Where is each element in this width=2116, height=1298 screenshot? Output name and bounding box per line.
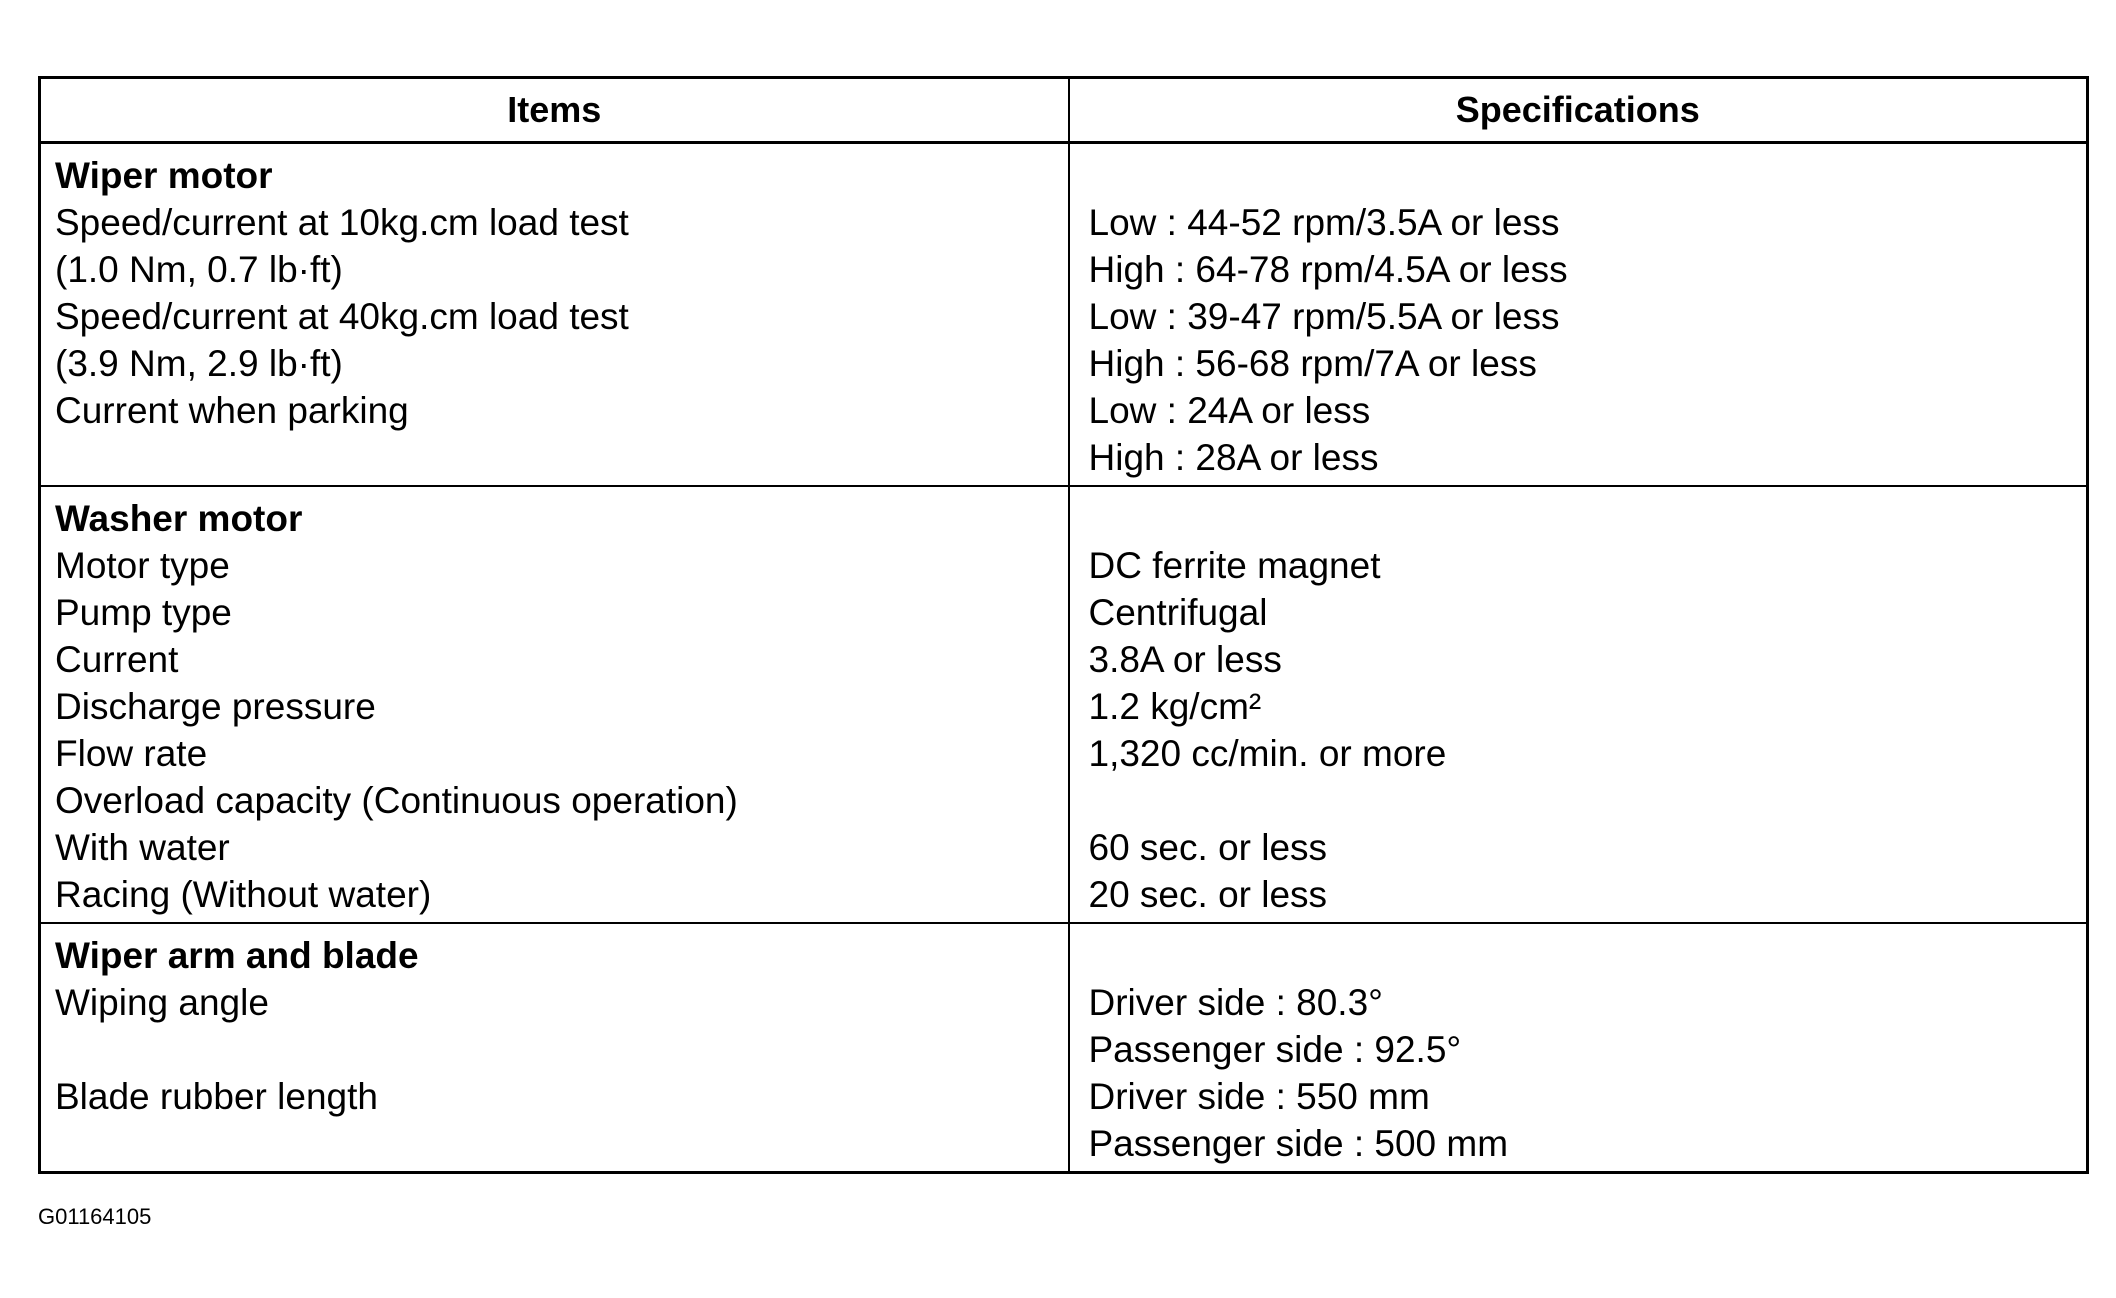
- spec-value: 1.2 kg/cm²: [1088, 686, 1262, 727]
- section-title: Wiper motor: [55, 155, 273, 196]
- item-label: Discharge pressure: [55, 686, 376, 727]
- figure-code: G01164105: [38, 1204, 152, 1229]
- spec-value: 20 sec. or less: [1088, 874, 1328, 915]
- specs-cell: [1069, 486, 2088, 923]
- spec-value: Low : 44-52 rpm/3.5A or less: [1088, 202, 1560, 243]
- header-row: [40, 78, 2088, 143]
- specs-cell: [1069, 923, 2088, 1173]
- section-title: Wiper arm and blade: [55, 935, 419, 976]
- item-label: Current: [55, 639, 179, 680]
- item-label: Blade rubber length: [55, 1076, 378, 1117]
- item-label: Wiping angle: [55, 982, 269, 1023]
- item-label: With water: [55, 827, 230, 868]
- spec-value: 3.8A or less: [1088, 639, 1282, 680]
- spec-value: High : 56-68 rpm/7A or less: [1088, 343, 1537, 384]
- table-row-wiper-motor: [40, 143, 2088, 487]
- item-label: Speed/current at 10kg.cm load test: [55, 202, 629, 243]
- section-title: Washer motor: [55, 498, 303, 539]
- spec-value: [1089, 495, 2087, 542]
- item-label: [55, 1026, 1068, 1073]
- spec-table: [38, 76, 2089, 1174]
- table-row-wiper-arm-and-blade: [40, 923, 2088, 1173]
- spec-value: Passenger side : 92.5°: [1088, 1029, 1462, 1070]
- items-cell: [40, 486, 1069, 923]
- item-label: Pump type: [55, 592, 232, 633]
- item-label: Current when parking: [55, 390, 409, 431]
- spec-value: Low : 24A or less: [1088, 390, 1371, 431]
- items-cell: [40, 923, 1069, 1173]
- spec-value: High : 64-78 rpm/4.5A or less: [1088, 249, 1568, 290]
- items-cell: [40, 143, 1069, 487]
- spec-value: 60 sec. or less: [1088, 827, 1328, 868]
- specifications-header: Specifications: [1069, 78, 2088, 143]
- spec-value: [1089, 777, 2087, 824]
- spec-value: Centrifugal: [1088, 592, 1268, 633]
- spec-value: Low : 39-47 rpm/5.5A or less: [1088, 296, 1560, 337]
- spec-value: Driver side : 550 mm: [1088, 1076, 1430, 1117]
- item-label: Flow rate: [55, 733, 208, 774]
- spec-value: Driver side : 80.3°: [1088, 982, 1383, 1023]
- item-label: Racing (Without water): [55, 874, 432, 915]
- spec-value: Passenger side : 500 mm: [1088, 1123, 1509, 1164]
- spec-value: [1089, 152, 2087, 199]
- spec-value: 1,320 cc/min. or more: [1088, 733, 1447, 774]
- item-label: Motor type: [55, 545, 230, 586]
- spec-value: [1089, 932, 2087, 979]
- specs-cell: [1069, 143, 2088, 487]
- item-label: (3.9 Nm, 2.9 lb·ft): [55, 343, 343, 384]
- spec-value: High : 28A or less: [1088, 437, 1379, 478]
- spacer: [55, 1120, 1068, 1167]
- spec-value: DC ferrite magnet: [1088, 545, 1381, 586]
- items-header: Items: [40, 78, 1069, 143]
- table-row-washer-motor: [40, 486, 2088, 923]
- item-label: Speed/current at 40kg.cm load test: [55, 296, 629, 337]
- item-label: (1.0 Nm, 0.7 lb·ft): [55, 249, 343, 290]
- item-label: Overload capacity (Continuous operation): [55, 780, 738, 821]
